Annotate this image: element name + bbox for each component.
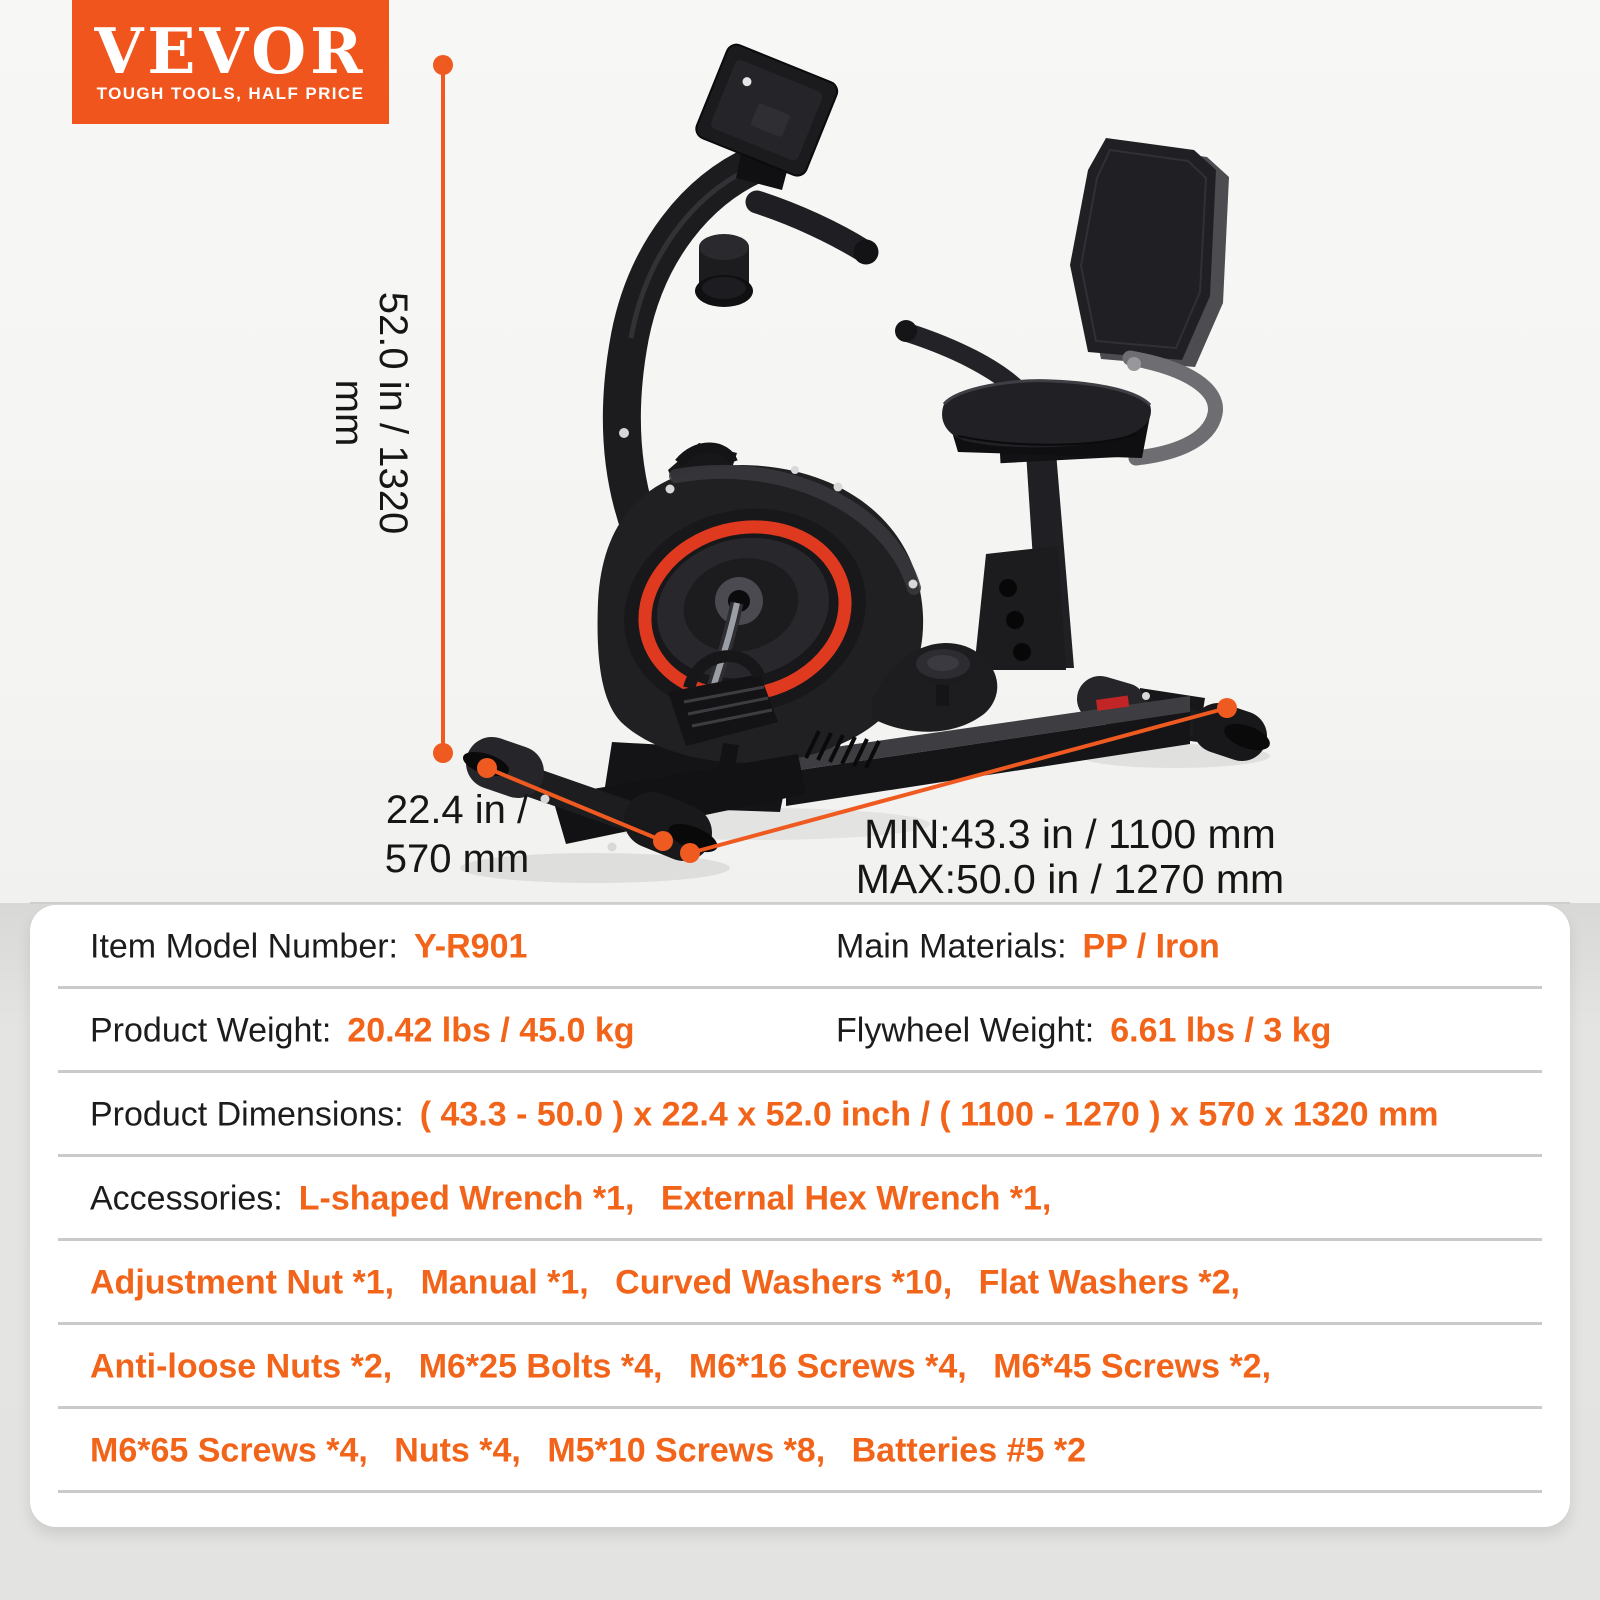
table-row-accessories-3 [30, 1325, 1570, 1409]
spec-value: Anti-loose Nuts *2, M6*25 Bolts *4, M6*16 Screws *4, M6*45 Screws *2, [90, 1347, 1289, 1386]
spec-label: Accessories: [90, 1179, 283, 1218]
front-handlebar [757, 202, 879, 265]
mast-knob [695, 234, 753, 307]
spec-cell [836, 1012, 1331, 1051]
table-row-model-materials [30, 905, 1570, 989]
table-row-accessories-4 [30, 1409, 1570, 1493]
brand-tagline: TOUGH TOOLS, HALF PRICE [96, 83, 365, 103]
height-dimension-label: 52.0 in / 1320 mm [327, 291, 415, 535]
spec-cell [90, 1012, 635, 1051]
length-dimension-label [800, 812, 1340, 902]
spec-value: ( 43.3 - 50.0 ) x 22.4 x 52.0 inch / ( 1100 - 1270 ) x 570 x 1320 mm [419, 1095, 1439, 1134]
spec-label: Main Materials: [836, 927, 1067, 966]
spec-cell [90, 928, 527, 967]
spec-value: Adjustment Nut *1, Manual *1, Curved Washers *10, Flat Washers *2, [90, 1263, 1258, 1302]
spec-value: 6.61 lbs / 3 kg [1110, 1011, 1332, 1050]
spec-label: Flywheel Weight: [836, 1011, 1095, 1050]
seat-post [974, 441, 1124, 670]
depth-dimension-line2: 570 mm [384, 837, 530, 881]
spec-cell [90, 1180, 1068, 1219]
spec-cell [90, 1432, 1086, 1471]
length-max-label: MAX:50.0 in / 1270 mm [855, 856, 1285, 902]
spec-cell [90, 1264, 1257, 1303]
table-row-weights [30, 989, 1570, 1073]
brand-logo-text: VEVOR [94, 13, 367, 88]
seat-backrest [1070, 138, 1229, 367]
spec-table [30, 905, 1570, 1527]
depth-dimension-label [347, 786, 567, 884]
brand-logo [72, 0, 389, 124]
spec-value: L-shaped Wrench *1, External Hex Wrench *1, [298, 1179, 1069, 1218]
spec-cell [836, 928, 1220, 967]
spec-value: Y-R901 [414, 927, 528, 966]
spec-value: 20.42 lbs / 45.0 kg [347, 1011, 635, 1050]
spec-label: Item Model Number: [90, 927, 398, 966]
spec-value: PP / Iron [1082, 927, 1220, 966]
length-min-label: MIN:43.3 in / 1100 mm [864, 811, 1276, 857]
table-row-dimensions [30, 1073, 1570, 1157]
seat-cushion [942, 381, 1151, 458]
table-row-accessories [30, 1157, 1570, 1241]
spec-value: M6*65 Screws *4, Nuts *4, M5*10 Screws *8, Batteries #5 *2 [90, 1431, 1086, 1470]
spec-label: Product Dimensions: [90, 1095, 404, 1134]
spec-cell [90, 1096, 1438, 1135]
spec-cell [90, 1348, 1288, 1387]
table-row-accessories-2 [30, 1241, 1570, 1325]
spec-label: Product Weight: [90, 1011, 332, 1050]
spec-card-top-line [30, 902, 1570, 904]
depth-dimension-line1: 22.4 in / [385, 788, 529, 832]
